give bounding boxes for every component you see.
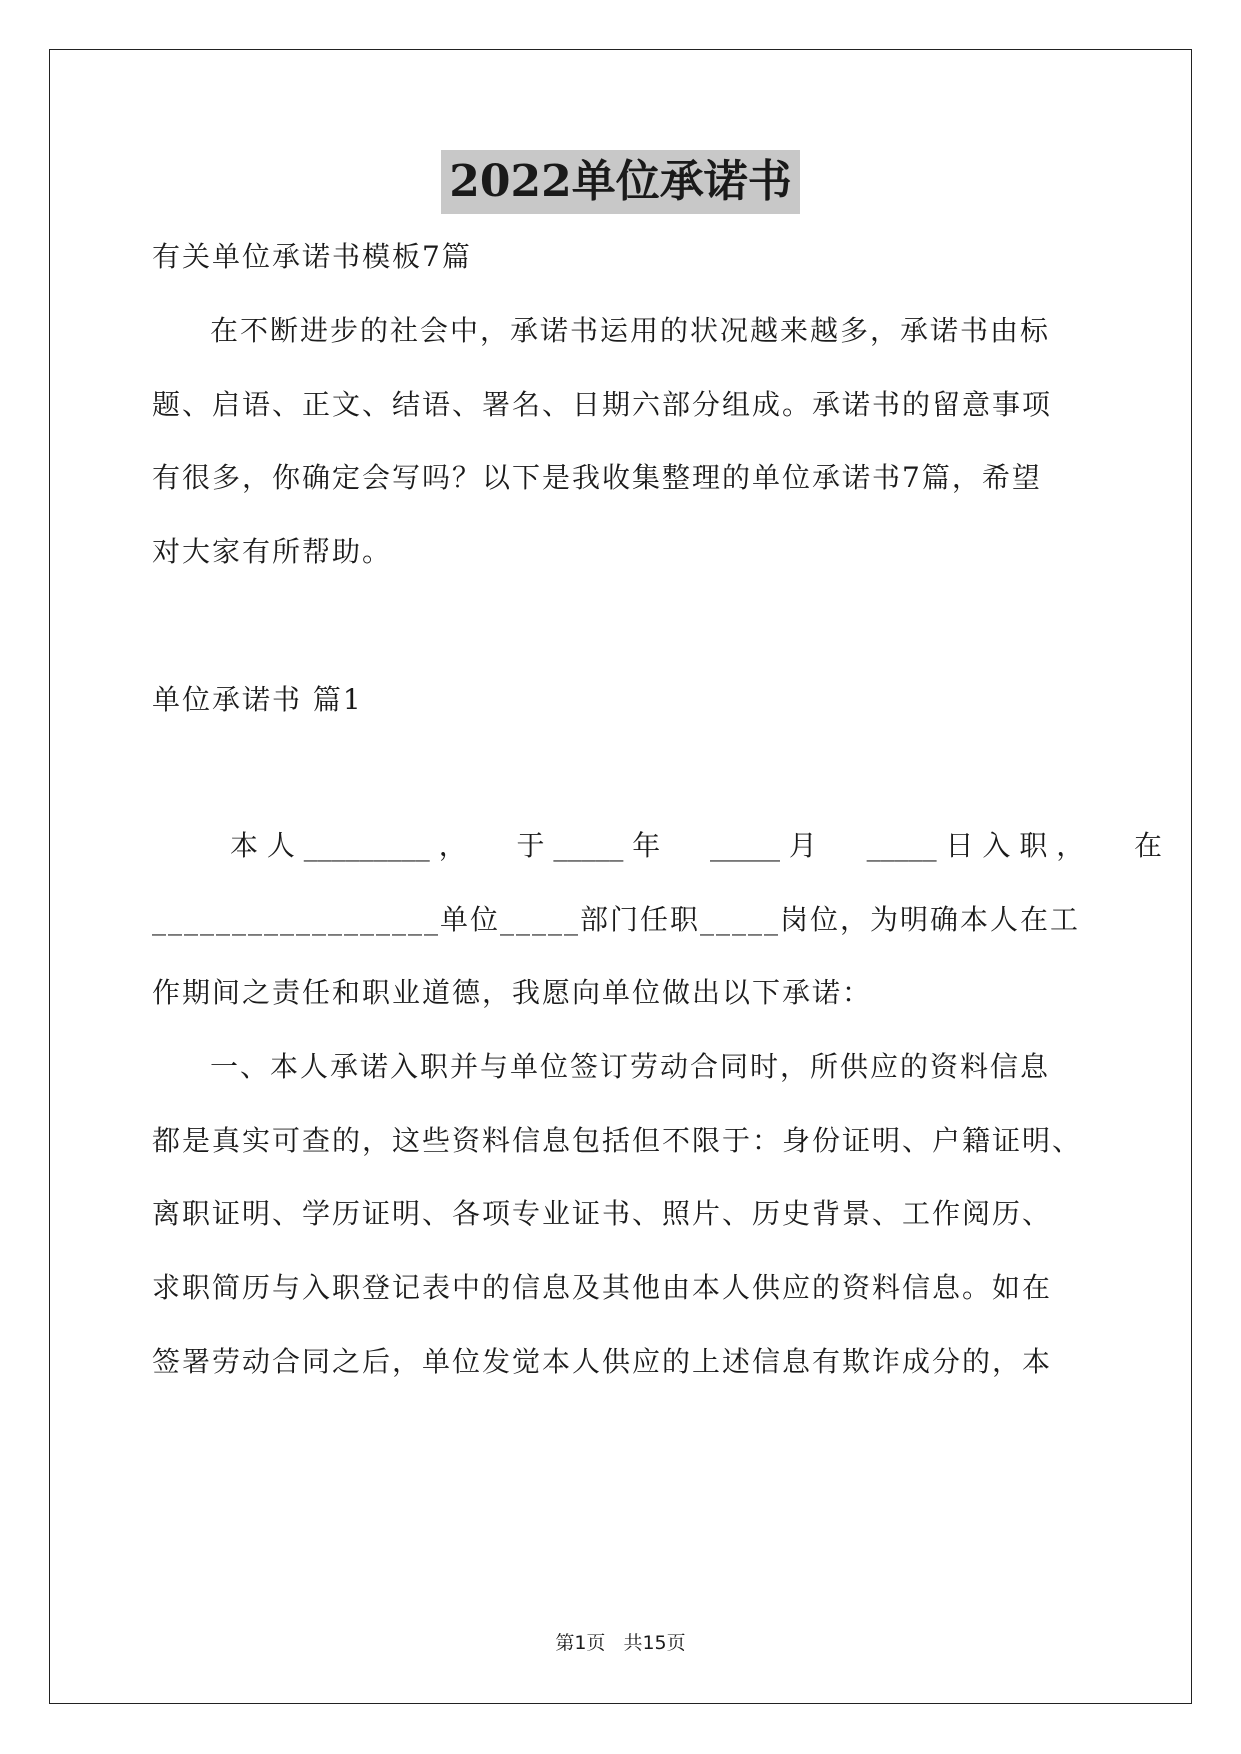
form-line [230,826,1162,866]
title-container [0,150,1241,214]
document-subtitle: 有关单位承诺书模板7篇 [152,240,472,273]
form-line: __________________单位_____部门任职_____岗位，为明确本人在工 [152,903,1081,936]
intro-line: 在不断进步的社会中，承诺书运用的状况越来越多，承诺书由标 [210,314,1051,347]
intro-line: 题、启语、正文、结语、署名、日期六部分组成。承诺书的留意事项 [152,388,1053,421]
clause-line: 一、本人承诺入职并与单位签订劳动合同时，所供应的资料信息 [210,1050,1051,1083]
form-segment: 于 _____ 年 [516,829,661,862]
form-segment: _____ 日 入 职 ， [866,829,1085,862]
clause-line: 都是真实可查的，这些资料信息包括但不限于：身份证明、户籍证明、 [152,1124,1083,1157]
page-border [49,49,1192,1704]
intro-line: 有很多，你确定会写吗？以下是我收集整理的单位承诺书7篇，希望 [152,461,1042,494]
intro-line: 对大家有所帮助。 [152,535,393,568]
form-segment: 在 [1133,829,1162,862]
form-segment: _____ 月 [709,829,817,862]
clause-line: 签署劳动合同之后，单位发觉本人供应的上述信息有欺诈成分的，本 [152,1345,1053,1378]
document-title: 2022单位承诺书 [441,150,799,214]
page-number: 第1页 [555,1632,606,1654]
form-line: 作期间之责任和职业道德，我愿向单位做出以下承诺： [152,976,873,1009]
page-footer [0,1628,1241,1655]
clause-line: 求职简历与入职登记表中的信息及其他由本人供应的资料信息。如在 [152,1271,1053,1304]
clause-line: 离职证明、学历证明、各项专业证书、照片、历史背景、工作阅历、 [152,1197,1053,1230]
section-heading: 单位承诺书 篇1 [152,683,363,716]
form-segment: 本 人 _________ ， [230,829,467,862]
page-total: 共15页 [623,1632,686,1654]
